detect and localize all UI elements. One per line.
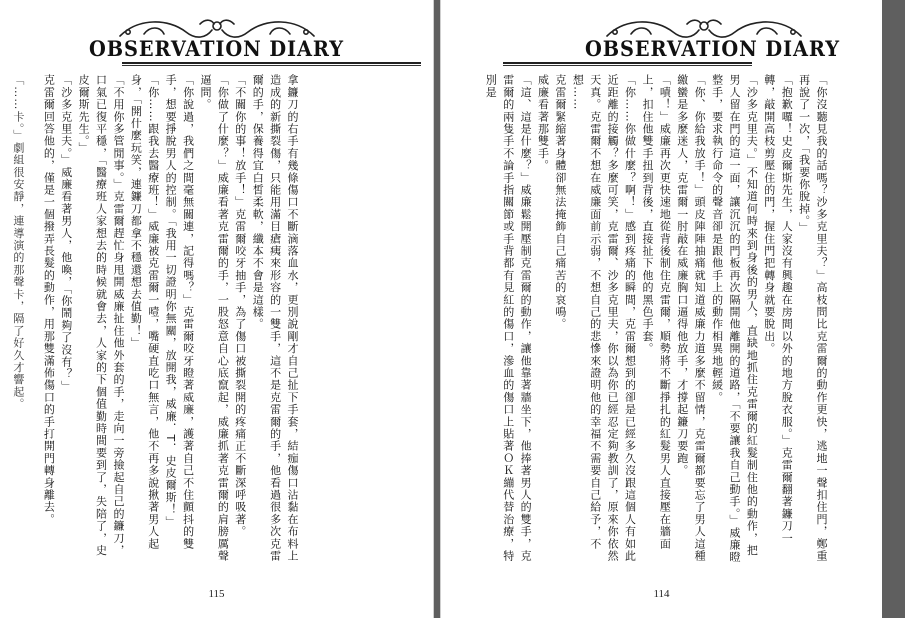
paragraph: 「抱歉囉！史皮爾斯先生，人家沒有興趣在房間以外的地方脫衣服。」克雷爾翻著鐮刀一轉，敲開高枝剪壓住的門，握住門把轉身就要脫出。	[762, 74, 794, 545]
paragraph: 「嘖！」威廉再次更快速地從背後制住克雷爾，順勢將不斷掙扎的紅髮男人直接壓在牆面上，扣住他雙手扭到背後，直接扯下他的黑色手套。	[640, 74, 672, 550]
paragraph: 「沙多克里夫。」不知道何時來到身後的男人，直缺地抓住克雷爾的紅髮制住他的動作，把男人留在門的這一面，讓沉沉的門板再次隔開他離開的道路，「不要讓我自己動手。」威廉瞪整手，要求執行命令的聲音卻是跟他手上的動作相異地輕緩。	[710, 74, 759, 564]
paragraph: 克雷爾緊縮著身體卻無法掩飾自己痛苦的哀鳴。	[553, 74, 567, 331]
paragraph: 「沙多克里夫。」威廉看著男人，他喚，「你鬧夠了沒有？」	[59, 74, 73, 393]
paragraph: 「你說過，我們之間毫無關連，記得嗎？」克雷爾咬牙瞪著威廉，護著自己不住顫抖的雙手，想要掙脫男人的控制。「我用一切證明你無關，放開我，威廉．T．史皮爾斯！」	[164, 74, 195, 550]
book-page-right	[440, 0, 882, 618]
body-text	[11, 74, 301, 566]
header-rule	[503, 62, 752, 64]
paragraph: 「你、你給我放手！」頭皮陣陣抽痛就知道威廉力道多麼不留情，克雷爾都要忘了男人這種繳蠻是多麼迷人，克雷爾一肘敲在威廉胸口逼得他放手，才撐起鐮刀要跑。	[675, 74, 707, 562]
book-page-left	[0, 0, 434, 618]
page-number: 115	[208, 588, 225, 600]
paragraph: 拿鐮刀的右手有幾條傷口不斷滴落血水，更別說剛才自己扯下手套，結痂傷口沾黏在布料上造成的新撕裂傷，只能用滿目瘡痍來形容的一雙手，這不是克雷爾的手，他看過很多次克雷爾的手，保養得宜白皙柔軟，纖本不會是這樣。	[251, 74, 299, 562]
paragraph: 「你……你做什麼？啊！」感到疼痛的瞬間，克雷爾想到的卻是已經多久沒跟這個人有如此近距離的接觸？多麼可笑，克雷爾、沙多克里夫，你以為你已經忍定夠教訓了，原來你依然天真。克雷爾不想在威廉面前示弱，不想自己的悲慘來證明他的幸福不需要自己給予，不想……	[571, 74, 637, 562]
page-number: 114	[653, 588, 670, 600]
paragraph: 「不關你的事！放手！」克雷爾咬牙抽手，為了傷口被撕裂開的疼痛正不斷深呼吸著。	[233, 74, 247, 538]
paragraph: 「你……跟我去醫療班！」威廉被克雷爾一噎，嘴硬直吃口無言，他不再多說揪著男人起身，「開什麼玩笑，連鐮刀都拿不穩還想去值勤！」	[129, 74, 160, 550]
paragraph: 「你做了什麼？」威廉看著克雷爾的手，一股怒意自心底竄起，威廉抓著克雷爾的肩膀厲聲逼問。	[198, 74, 230, 562]
paragraph: 「……卡。」劇組很安靜，連導演的那聲卡，隔了好久才響起。	[11, 74, 25, 411]
header-title: OBSERVATION DIARY	[585, 36, 840, 61]
header-rule	[122, 62, 421, 64]
body-text	[484, 74, 830, 566]
header-title: OBSERVATION DIARY	[89, 36, 344, 61]
paragraph: 「這、這是什麼？」威廉鬆開壓制克雷爾的動作，讓他靠著牆坐下，他捧著男人的雙手，克雷爾的兩隻手不論手指關節或手背都有見紅的傷口，滲血的傷口上貼著ＯＫ繃代替治療，特別是	[484, 74, 533, 562]
paragraph: 克雷爾回答他的，僅是一個撥弄長髮的動作，用那雙滿佈傷口的手打開門轉身離去。	[42, 74, 56, 526]
header-rule	[503, 65, 752, 66]
paragraph: 「不用你多管閒事。」克雷爾趕忙身甩開威廉扯住他外套的手，走向一旁撿起自己的鐮刀，口氣已復平穩，「醫療班人家想去的時候就會去，人家的下個值勤時間要到了，失陪了，史皮爾斯先生。」	[77, 74, 125, 557]
header-rule	[122, 65, 421, 66]
paragraph: 威廉看著那雙手。	[536, 74, 550, 172]
paragraph: 「你沒聽見我的話嗎？沙多克里夫？」高枝問比克雷爾的動作更快，逃地一聲扣住門，鄭重再說了一次，「我要你脫掉。」	[797, 74, 828, 562]
